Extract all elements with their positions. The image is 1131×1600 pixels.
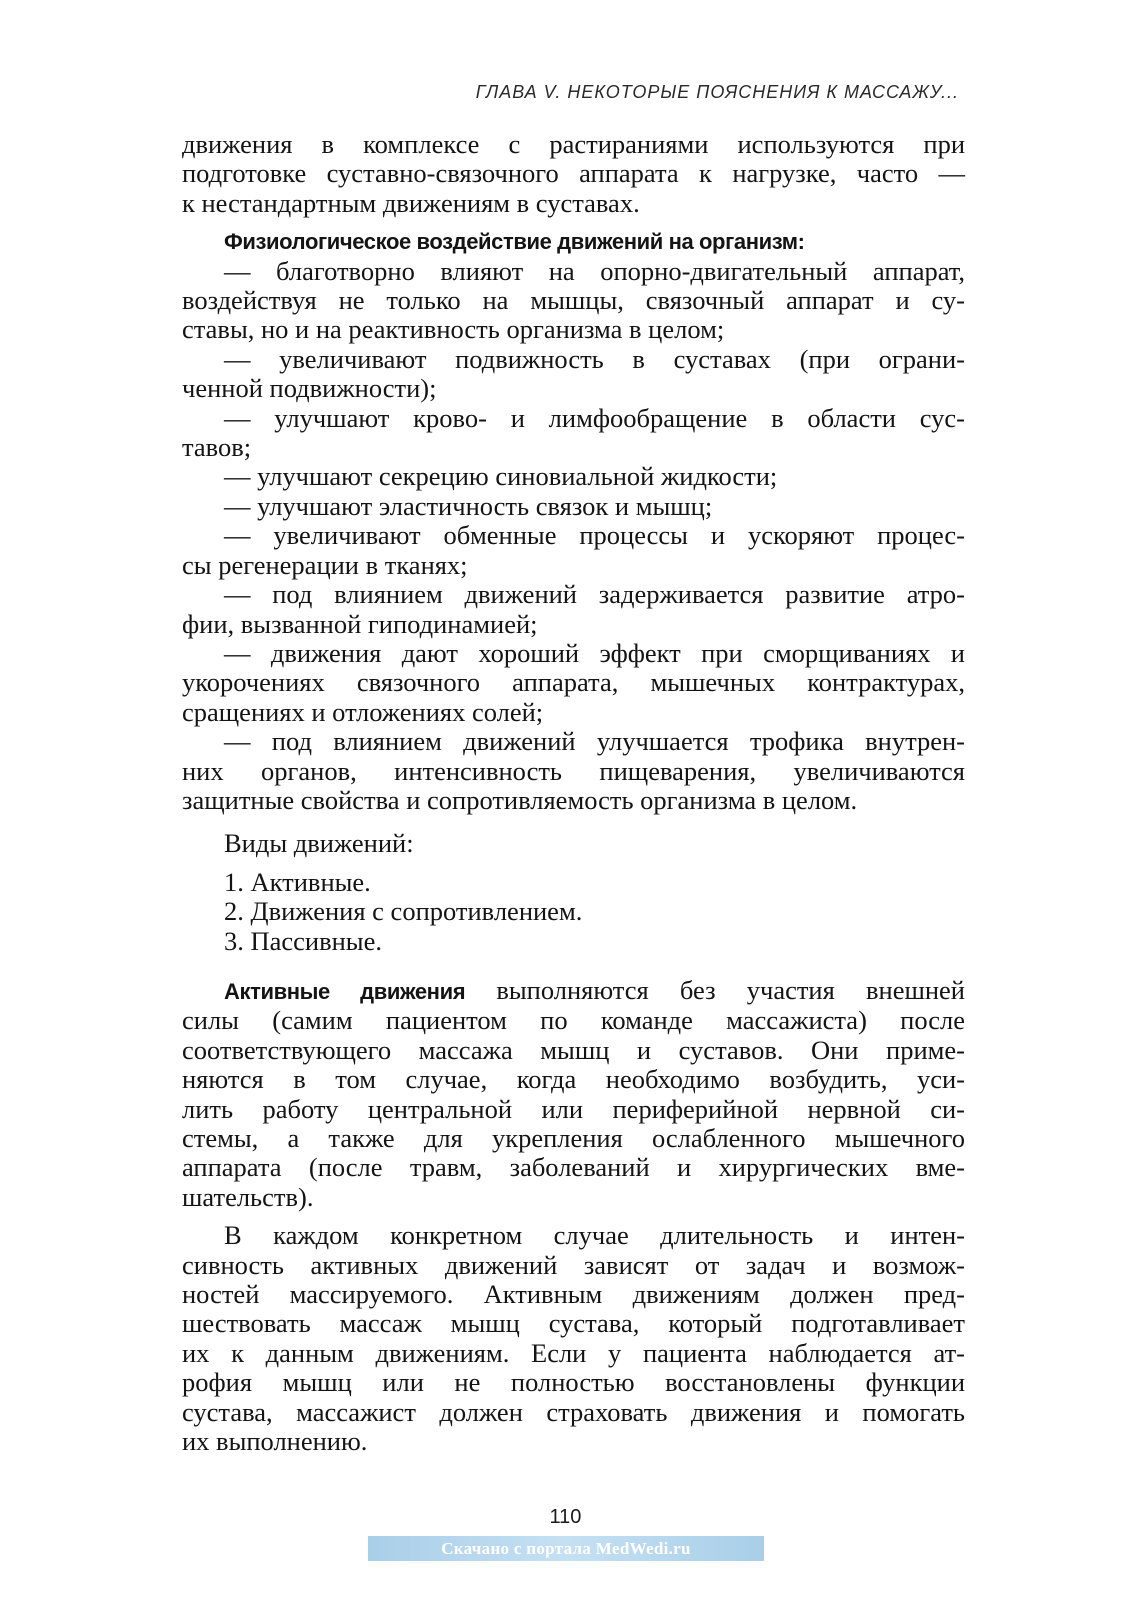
paragraph-first-line [182, 976, 965, 1006]
text-line: защитные свойства и сопротивляемость организма в целом. [182, 784, 858, 815]
text-line: их к данным движениям. Если у пациента наблюдается ат- [182, 1337, 965, 1368]
text-line: подготовке суставно-связочного аппарата к нагрузке, часто — [182, 158, 965, 189]
text-line: лить работу центральной или периферийной нервной си- [182, 1093, 965, 1124]
text-line: силы (самим пациентом по команде массажиста) после [182, 1005, 965, 1036]
text-line: — увеличивают обменные процессы и ускоряют процес- [224, 520, 965, 551]
download-watermark: Скачано с портала MedWedi.ru [368, 1536, 764, 1561]
text-line: — под влиянием движений задерживается развитие атро- [224, 579, 965, 610]
text-line: — улучшают крово- и лимфообращение в области сус- [224, 402, 965, 433]
text-line: рофия мышц или не полностью восстановлены функции [182, 1367, 965, 1398]
section-heading: Физиологическое воздействие движений на организм: [224, 229, 805, 255]
text-line: ставы, но и на реактивность организма в целом; [182, 314, 725, 345]
term-active-movements: Активные движения [224, 978, 466, 1004]
text-line: В каждом конкретном случае длительность и интен- [224, 1220, 965, 1251]
text-line: их выполнению. [182, 1426, 368, 1457]
text-line: соответствующего массажа мышц и суставов. Они приме- [182, 1034, 965, 1065]
text-line: — под влиянием движений улучшается трофика внутрен- [224, 726, 965, 757]
text-line: сустава, массажист должен страховать движения и помогать [182, 1396, 965, 1427]
text-line: сращениях и отложениях солей; [182, 696, 544, 727]
text-line: укорочениях связочного аппарата, мышечных контрактурах, [182, 667, 965, 698]
text-line: стемы, а также для укрепления ослабленного мышечного [182, 1123, 965, 1153]
list-item: 1. Активные. [224, 866, 371, 897]
text-line: них органов, интенсивность пищеварения, увеличиваются [182, 755, 965, 786]
list-item: 3. Пассивные. [224, 925, 382, 956]
text-line: воздействуя не только на мышцы, связочный аппарат и су- [182, 285, 965, 316]
text-line: сы регенерации в тканях; [182, 549, 468, 580]
text-line: сивность активных движений зависят от задач и возмож- [182, 1249, 965, 1280]
text-line: ченной подвижности); [182, 373, 437, 404]
list-item: 2. Движения с сопротивлением. [224, 896, 583, 927]
text-line: няются в том случае, когда необходимо возбудить, уси- [182, 1064, 965, 1095]
list-intro: Виды движений: [224, 828, 414, 859]
text-run: выполняются без участия внешней [465, 974, 965, 1005]
text-line: фии, вызванной гиподинамией; [182, 608, 538, 639]
text-line: аппарата (после травм, заболеваний и хирургических вме- [182, 1152, 965, 1183]
text-line: движения в комплексе с растираниями используются при [182, 129, 965, 159]
text-line: — улучшают секрецию синовиальной жидкости; [224, 461, 778, 492]
page-number: 110 [549, 1506, 582, 1528]
text-line: — движения дают хороший эффект при сморщиваниях и [224, 637, 965, 668]
text-line: тавов; [182, 432, 252, 463]
text-line: шествовать массаж мышц сустава, который подготавливает [182, 1308, 965, 1339]
running-header: ГЛАВА V. НЕКОТОРЫЕ ПОЯСНЕНИЯ К МАССАЖУ... [475, 82, 959, 102]
text-line: — благотворно влияют на опорно-двигательный аппарат, [224, 255, 965, 286]
text-line: к нестандартным движениям в суставах. [182, 187, 640, 218]
text-line: шательств). [182, 1181, 314, 1212]
page-body [182, 130, 965, 1456]
text-line: — улучшают эластичность связок и мышц; [224, 490, 713, 521]
text-line: ностей массируемого. Активным движениям должен пред- [182, 1279, 965, 1310]
text-line: — увеличивают подвижность в суставах (при ограни- [224, 343, 965, 374]
